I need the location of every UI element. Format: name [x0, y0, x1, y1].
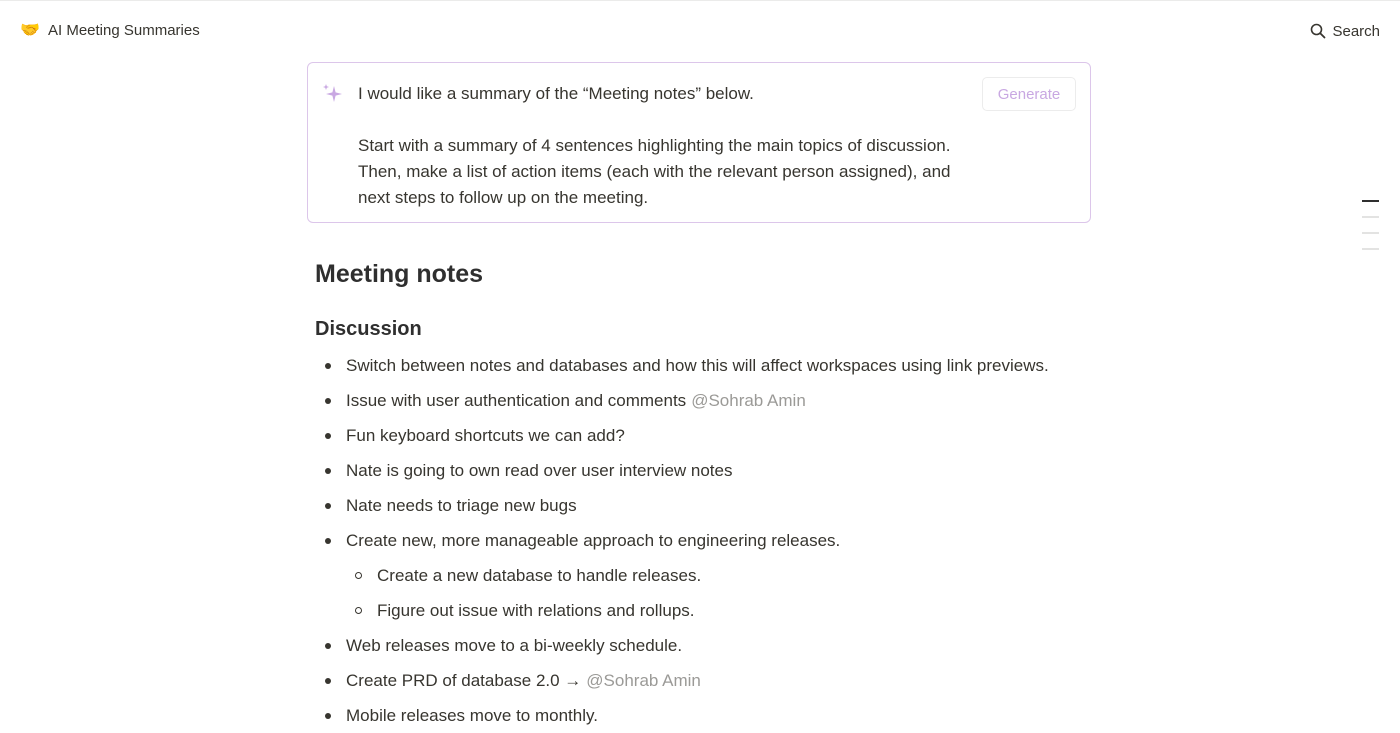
- user-mention[interactable]: @Sohrab Amin: [586, 671, 701, 690]
- list-item[interactable]: [315, 453, 1105, 488]
- handshake-icon: 🤝: [20, 22, 40, 39]
- list-item-text: Switch between notes and databases and how this will affect workspaces using link previews.: [346, 356, 1049, 375]
- list-item[interactable]: [315, 558, 1105, 593]
- heading-discussion: Discussion: [315, 318, 422, 340]
- table-of-contents-markers[interactable]: [1362, 200, 1379, 264]
- list-item-text: Nate needs to triage new bugs: [346, 496, 577, 515]
- list-item[interactable]: [315, 663, 1105, 698]
- list-item[interactable]: [315, 593, 1105, 628]
- list-item-text: Web releases move to a bi-weekly schedule.: [346, 636, 683, 655]
- list-item[interactable]: [315, 383, 1105, 418]
- generate-button[interactable]: Generate: [982, 77, 1076, 111]
- list-item[interactable]: [315, 628, 1105, 663]
- list-item[interactable]: [315, 698, 1105, 733]
- ai-prompt-text[interactable]: [358, 81, 968, 211]
- list-item[interactable]: [315, 488, 1105, 523]
- toc-marker[interactable]: [1362, 248, 1379, 250]
- list-item-text: Fun keyboard shortcuts we can add?: [346, 426, 625, 445]
- list-item[interactable]: [315, 418, 1105, 453]
- discussion-list: [315, 348, 1105, 733]
- list-item-text: Create a new database to handle releases.: [377, 566, 702, 585]
- list-item[interactable]: [315, 523, 1105, 558]
- list-item-text: Issue with user authentication and comments: [346, 391, 687, 410]
- top-bar: [0, 1, 1400, 59]
- list-item-text: Create PRD of database 2.0 →: [346, 671, 582, 690]
- prompt-line-1: I would like a summary of the “Meeting notes” below.: [358, 84, 754, 103]
- list-item-text: Figure out issue with relations and rollups.: [377, 601, 695, 620]
- user-mention[interactable]: @Sohrab Amin: [691, 391, 806, 410]
- sparkle-icon: [321, 82, 345, 106]
- page-title: AI Meeting Summaries: [48, 22, 200, 39]
- toc-marker[interactable]: [1362, 216, 1379, 218]
- document-body: [315, 255, 1105, 733]
- search-button[interactable]: [1310, 21, 1380, 41]
- heading-meeting-notes: Meeting notes: [315, 260, 484, 288]
- toc-marker[interactable]: [1362, 200, 1379, 202]
- breadcrumb-page[interactable]: [20, 21, 200, 41]
- search-label: Search: [1332, 22, 1380, 40]
- ai-prompt-block[interactable]: [307, 62, 1091, 223]
- search-icon: [1310, 23, 1326, 39]
- list-item-text: Mobile releases move to monthly.: [346, 706, 598, 725]
- toc-marker[interactable]: [1362, 232, 1379, 234]
- prompt-line-2: Start with a summary of 4 sentences highlighting the main topics of discussion. Then, make a list of action items (each with the relevant person assigned), and next steps to follow up on the meeting.: [358, 136, 951, 207]
- list-item-text: Create new, more manageable approach to engineering releases.: [346, 531, 841, 550]
- list-item[interactable]: [315, 348, 1105, 383]
- list-item-text: Nate is going to own read over user interview notes: [346, 461, 733, 480]
